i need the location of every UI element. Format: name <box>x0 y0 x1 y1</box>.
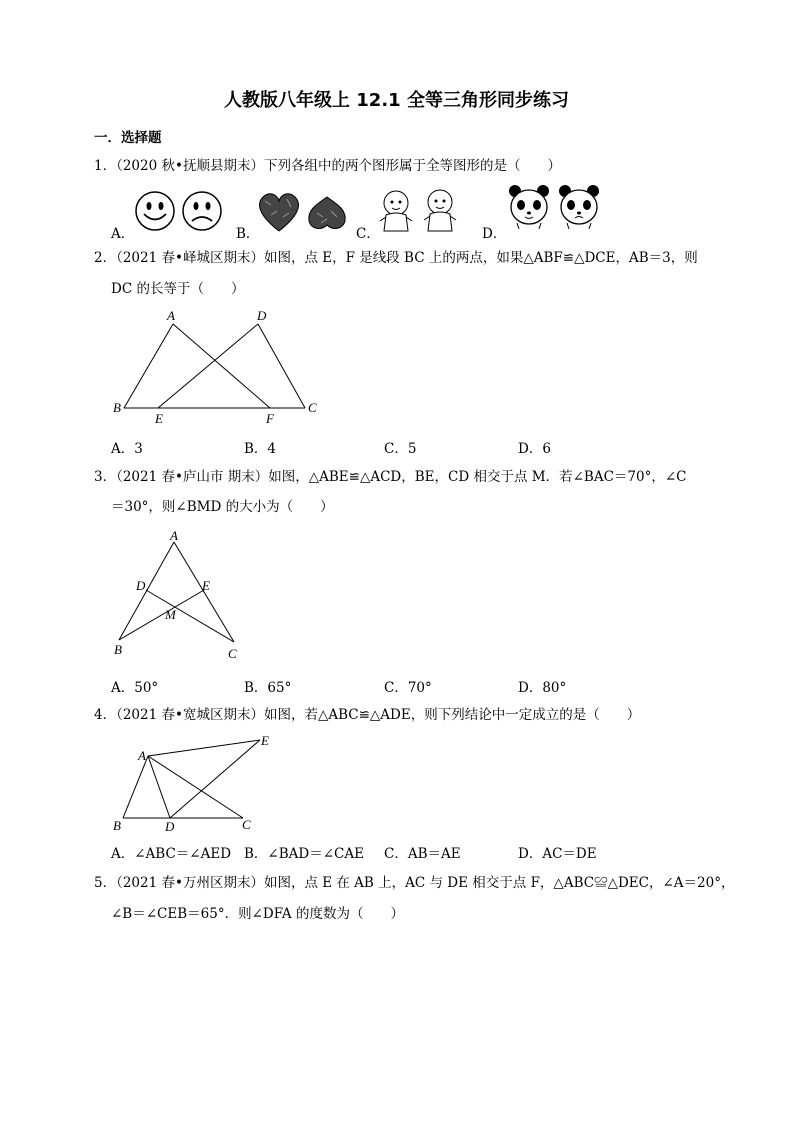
question-number: 5． <box>94 875 117 891</box>
question-3 <box>94 467 686 487</box>
segment-ad <box>148 756 170 818</box>
page-title: 人教版八年级上 12.1 全等三角形同步练习 <box>224 90 569 111</box>
segment-af <box>173 324 270 408</box>
question-text: （2021 春•万州区期末）如图，点 E 在 AB 上，AC 与 DE 相交于点 F，△ABC≌△DEC，∠A＝20°， <box>116 875 735 891</box>
label-c: C <box>242 817 251 832</box>
q3-option-d: D．80° <box>518 680 567 696</box>
label-e: E <box>261 733 269 748</box>
question-4 <box>94 705 640 725</box>
q3-option-b: B．65° <box>244 680 292 696</box>
label-c: C <box>308 400 317 415</box>
q4-option-c: C．AB＝AE <box>384 846 461 862</box>
question-text: （2021 春•峄城区期末）如图，点 E，F 是线段 BC 上的两点，如果△ABF≌△DCE，AB＝3，则 <box>116 250 698 266</box>
q4-option-a: A．∠ABC＝∠AED <box>111 846 232 862</box>
heart-shapes-icon <box>257 191 353 235</box>
segment-ab <box>123 756 148 818</box>
question-number: 2． <box>94 250 117 266</box>
segment-ab <box>119 542 174 640</box>
question-text: （2021 春•庐山市 期末）如图，△ABE≌△ACD，BE，CD 相交于点 M．若∠BAC＝70°，∠C <box>116 469 687 485</box>
question-text: （2020 秋•抚顺县期末）下列各组中的两个图形属于全等图形的是（ ） <box>116 158 561 174</box>
panda-faces-icon <box>505 183 603 233</box>
question-2-continued: DC 的长等于（ ） <box>111 281 245 297</box>
question-number: 3． <box>94 469 117 485</box>
section-heading: 一．选择题 <box>94 130 162 146</box>
segment-dc <box>258 324 305 408</box>
segment-ac <box>148 756 243 818</box>
label-f: F <box>266 411 274 426</box>
label-d: D <box>165 819 175 834</box>
label-e: E <box>155 411 163 426</box>
q3-option-a: A．50° <box>111 680 159 696</box>
label-e: E <box>202 578 210 593</box>
question-5 <box>94 873 734 893</box>
q4-figure <box>110 732 280 837</box>
q3-figure <box>110 530 250 665</box>
label-a: A <box>167 308 175 323</box>
label-b: B <box>113 400 121 415</box>
label-m: M <box>165 607 176 622</box>
question-3-continued: ＝30°，则∠BMD 的大小为（ ） <box>111 499 334 515</box>
q4-option-d: D．AC＝DE <box>518 846 597 862</box>
label-b: B <box>114 642 122 657</box>
question-1 <box>94 156 561 176</box>
segment-ae <box>148 740 260 756</box>
label-c: C <box>228 646 237 661</box>
q1-option-c: C． <box>356 226 380 242</box>
question-2 <box>94 248 698 268</box>
q3-option-c: C．70° <box>384 680 432 696</box>
question-text: （2021 春•宽城区期末）如图，若△ABC≌△ADE，则下列结论中一定成立的是（ ） <box>116 707 641 723</box>
segment-ba <box>124 324 173 408</box>
q2-option-c: C．5 <box>384 441 417 457</box>
label-b: B <box>113 818 121 833</box>
label-d: D <box>257 308 267 323</box>
q2-option-d: D．6 <box>518 441 551 457</box>
segment-de <box>158 324 258 408</box>
q2-option-b: B．4 <box>244 441 277 457</box>
q4-option-b: B．∠BAD＝∠CAE <box>244 846 364 862</box>
q2-option-a: A．3 <box>111 441 143 457</box>
q1-option-d: D． <box>482 226 507 242</box>
segment-be <box>119 590 204 640</box>
q1-option-a: A． <box>111 226 135 242</box>
doodle-figures-icon <box>376 187 466 235</box>
question-5-continued: ∠B＝∠CEB＝65°．则∠DFA 的度数为（ ） <box>111 906 404 922</box>
smiley-faces-icon <box>134 189 224 233</box>
q1-option-b: B． <box>236 226 260 242</box>
q2-figure <box>110 308 330 428</box>
question-number: 4． <box>94 707 117 723</box>
question-number: 1． <box>94 158 117 174</box>
label-d: D <box>136 578 146 593</box>
label-a: A <box>170 528 178 543</box>
label-a: A <box>138 748 146 763</box>
